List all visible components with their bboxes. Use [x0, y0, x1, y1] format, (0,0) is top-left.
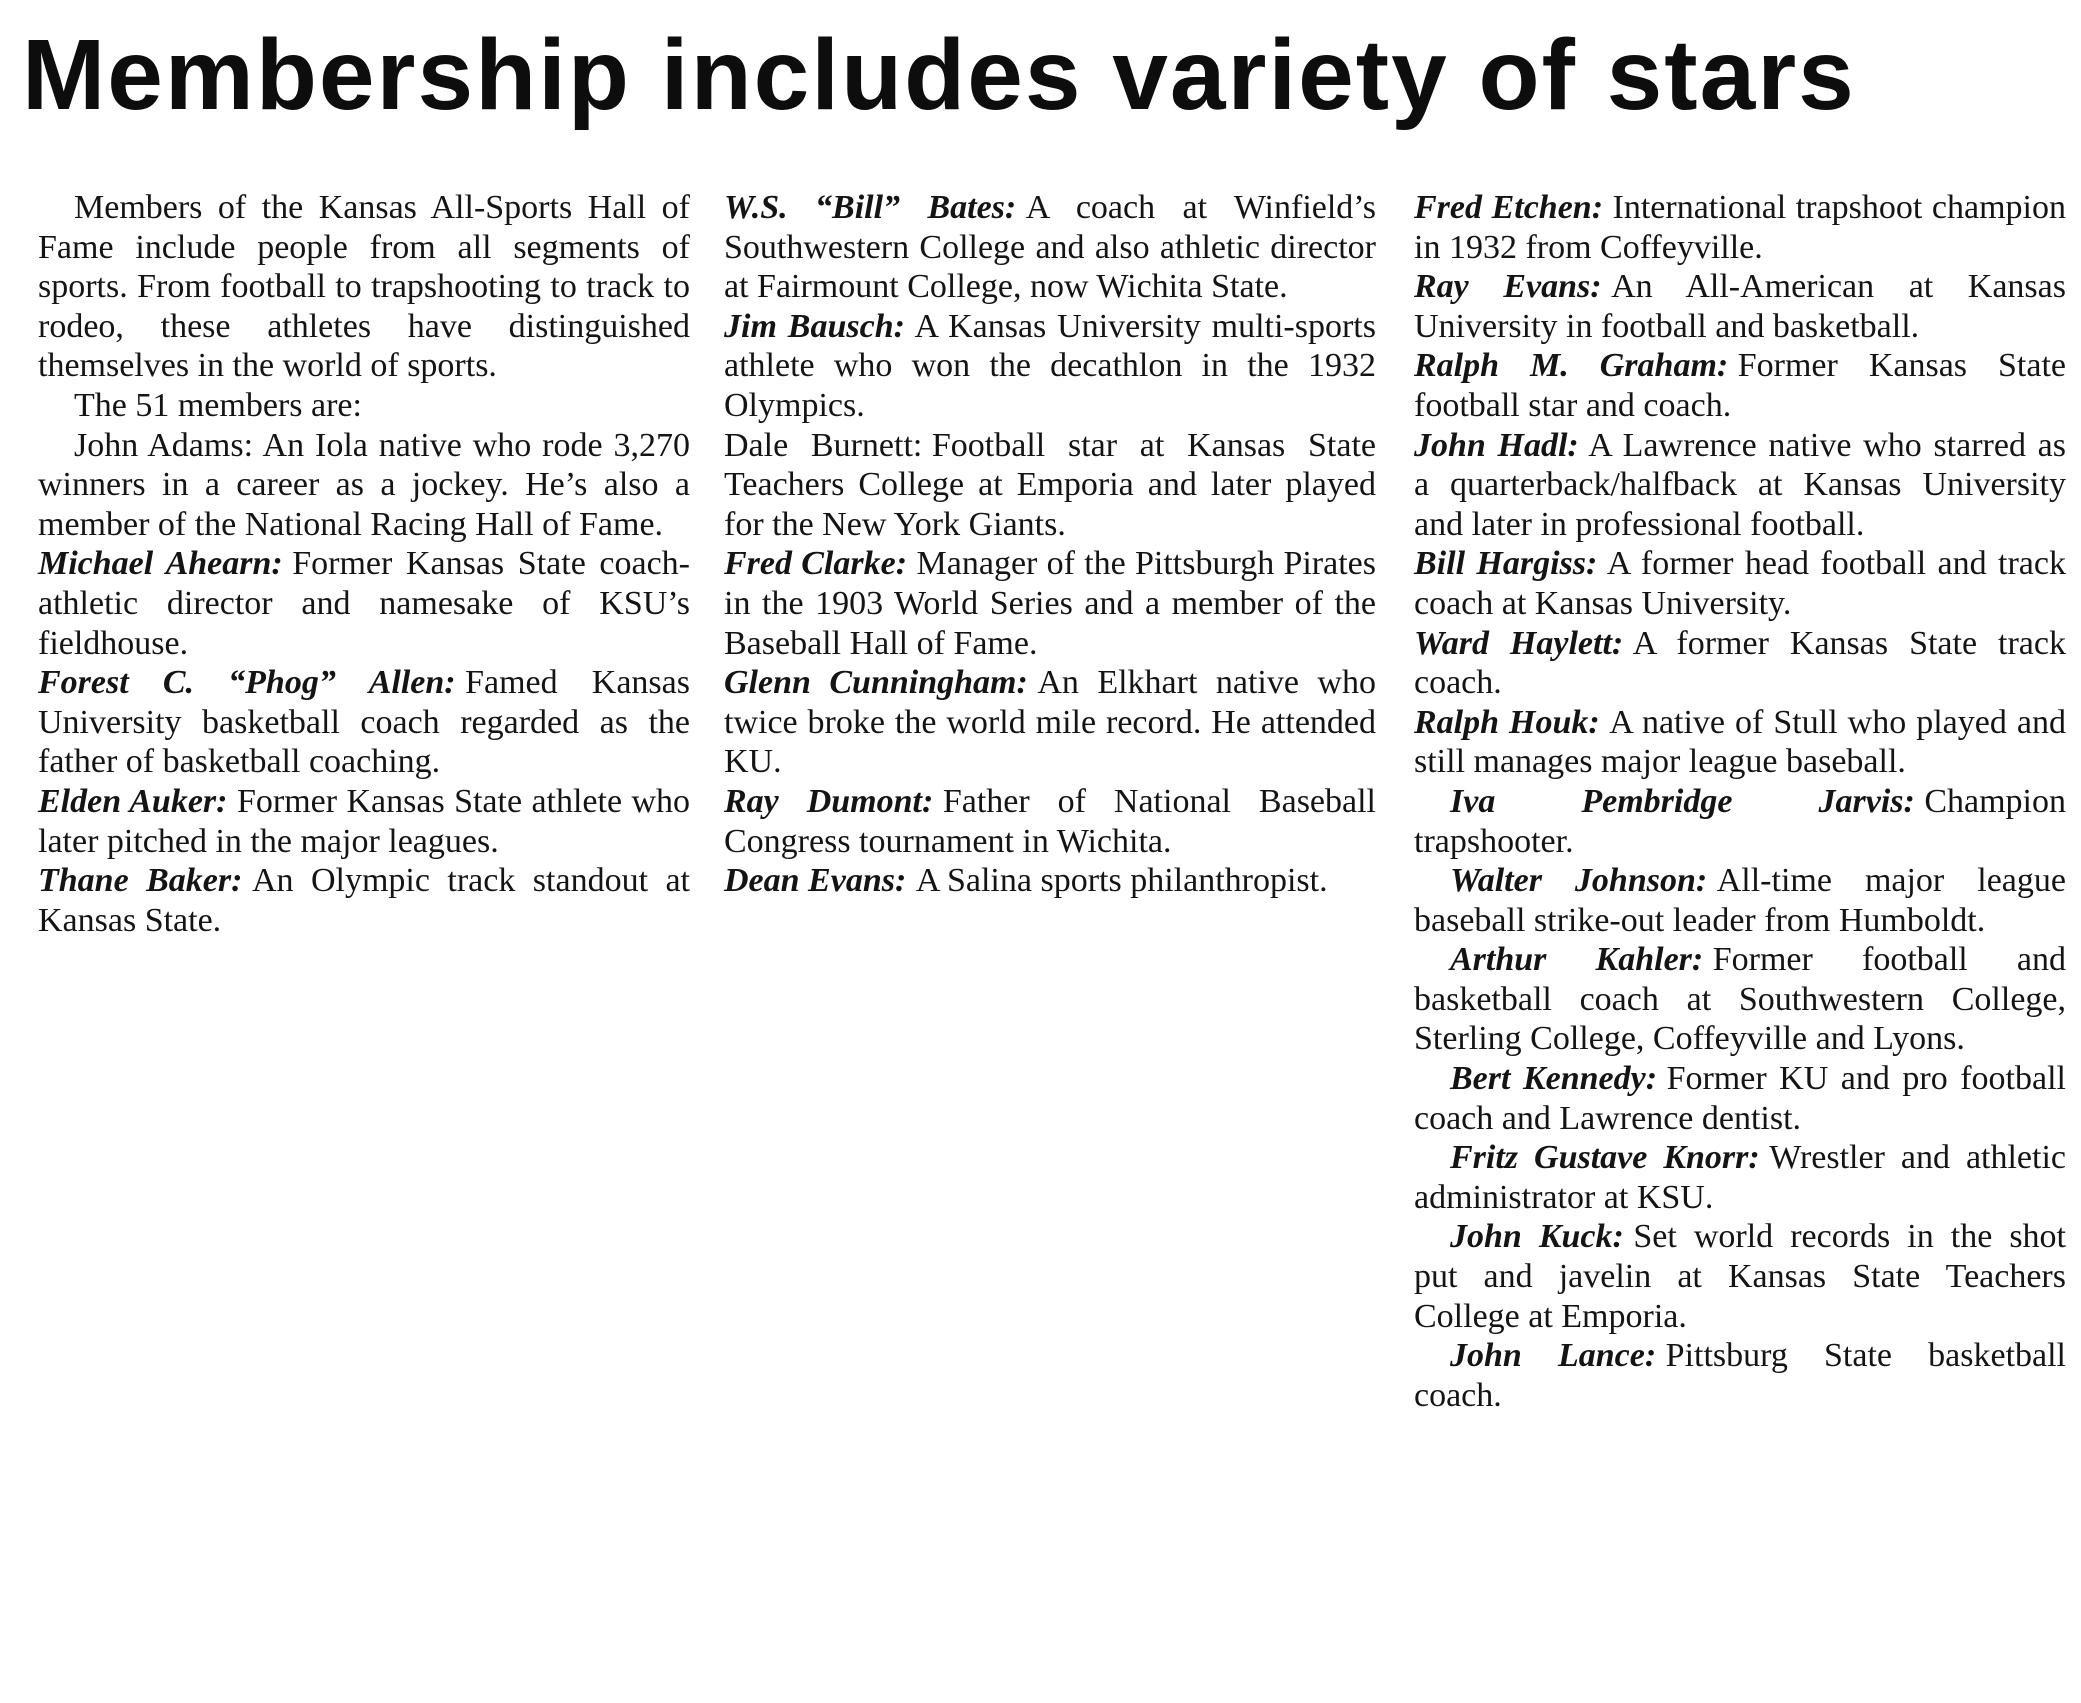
member-desc: Father of National Baseball Congress tournament in Wichita.	[724, 782, 1376, 860]
member-entry	[1414, 1059, 2066, 1138]
member-name: Ray Evans:	[1414, 268, 1602, 306]
member-entry	[1414, 703, 2066, 782]
member-name: Dale Burnett:	[724, 426, 923, 464]
member-name: Dean Evans:	[724, 862, 907, 900]
member-name: Fred Etchen:	[1414, 189, 1604, 226]
member-desc: An All-American at Kansas University in football and basketball.	[1414, 268, 2066, 345]
member-name: Jim Bausch:	[724, 307, 905, 345]
member-count-line: The 51 members are:	[74, 386, 362, 424]
member-desc: A Lawrence native who starred as a quarterback/halfback at Kansas University and later in professional football.	[1414, 426, 2066, 543]
member-entry	[38, 861, 690, 940]
member-entry	[1414, 940, 2066, 1059]
member-entry	[1414, 188, 2066, 267]
member-desc: A Kansas University multi-sports athlete who won the decathlon in the 1932 Olympics.	[724, 307, 1376, 424]
article-column-3	[1414, 188, 2066, 1415]
member-name: Forest C. “Phog” Allen:	[38, 664, 456, 702]
member-desc: Manager of the Pittsburgh Pirates in the 1903 World Series and a member of the Baseball Hall of Fame.	[724, 545, 1376, 662]
member-desc: Set world records in the shot put and javelin at Kansas State Teachers College at Emporia.	[1414, 1218, 2066, 1335]
member-entry	[1414, 861, 2066, 940]
member-desc: Famed Kansas University basketball coach regarded as the father of basketball coaching.	[38, 664, 690, 781]
member-entry	[724, 861, 1376, 901]
member-entry	[1414, 267, 2066, 346]
article-column-2	[724, 188, 1376, 901]
member-name: Iva Pembridge Jarvis:	[1450, 782, 1915, 820]
article-column-1	[38, 188, 690, 940]
member-name: Ward Haylett:	[1414, 624, 1624, 662]
member-desc: Champion trapshooter.	[1414, 782, 2066, 860]
member-desc: An Iola native who rode 3,270 winners in a career as a jockey. He’s also a member of the National Racing Hall of Fame.	[38, 426, 690, 543]
member-name: Thane Baker:	[38, 862, 243, 900]
member-name: Michael Ahearn:	[38, 545, 283, 583]
member-entry	[1414, 624, 2066, 703]
member-desc: All-time major league baseball strike-out leader from Humboldt.	[1414, 862, 2066, 939]
member-entry	[1414, 346, 2066, 425]
member-entry	[1414, 1138, 2066, 1217]
member-desc: A coach at Winfield’s Southwestern College and also athletic director at Fairmount College, now Wichita State.	[724, 189, 1376, 306]
member-name: Arthur Kahler:	[1450, 941, 1704, 979]
member-desc: Pittsburg State basketball coach.	[1414, 1337, 2066, 1414]
member-entry	[724, 307, 1376, 426]
member-entry	[1414, 1336, 2066, 1415]
member-entry	[38, 544, 690, 663]
member-desc: A former head football and track coach at Kansas University.	[1414, 545, 2066, 622]
member-name: Ray Dumont:	[724, 782, 934, 820]
member-name: John Kuck:	[1450, 1218, 1624, 1256]
intro-paragraph: Members of the Kansas All-Sports Hall of Fame include people from all segments of sports. From football to trapshooting to track to rodeo, these athletes have distinguished themselves in the world of sports.	[38, 189, 690, 385]
member-desc: Football star at Kansas State Teachers College at Emporia and later played for the New York Giants.	[724, 426, 1376, 543]
member-desc: A Salina sports philanthropist.	[915, 862, 1328, 900]
member-name: Elden Auker:	[38, 782, 228, 820]
member-entry	[724, 782, 1376, 861]
member-entry	[724, 544, 1376, 663]
member-entry	[1414, 426, 2066, 545]
member-name: W.S. “Bill” Bates:	[724, 189, 1017, 226]
member-desc: An Olympic track standout at Kansas State.	[38, 862, 690, 939]
member-name: Fred Clarke:	[724, 545, 908, 583]
member-desc: Former Kansas State football star and coach.	[1414, 347, 2066, 424]
member-desc: Former Kansas State coach-athletic director and namesake of KSU’s fieldhouse.	[38, 545, 691, 662]
member-desc: International trapshoot champion in 1932 from Coffeyville.	[1414, 189, 2066, 266]
member-entry	[38, 426, 690, 545]
member-name: Ralph Houk:	[1414, 703, 1600, 741]
member-name: John Hadl:	[1414, 426, 1579, 464]
member-name: Bert Kennedy:	[1450, 1060, 1658, 1098]
member-name: John Adams:	[74, 426, 254, 464]
member-entry	[1414, 1217, 2066, 1336]
member-entry	[38, 782, 690, 861]
member-desc: Former football and basketball coach at Southwestern College, Sterling College, Coffeyville and Lyons.	[1414, 941, 2066, 1058]
member-entry	[724, 663, 1376, 782]
member-desc: A native of Stull who played and still manages major league baseball.	[1414, 703, 2066, 781]
member-name: Walter Johnson:	[1450, 862, 1708, 900]
member-entry	[1414, 782, 2066, 861]
member-desc: A former Kansas State track coach.	[1414, 624, 2066, 702]
member-entry	[38, 663, 690, 782]
member-entry	[724, 188, 1376, 307]
member-entry	[1414, 544, 2066, 623]
member-name: Ralph M. Graham:	[1414, 347, 1729, 385]
member-desc: Wrestler and athletic administrator at KSU.	[1414, 1139, 2067, 1216]
headline: Membership includes variety of stars	[22, 19, 1856, 131]
member-desc: Former KU and pro football coach and Lawrence dentist.	[1414, 1060, 2066, 1137]
member-desc: An Elkhart native who twice broke the world mile record. He attended KU.	[724, 664, 1376, 781]
member-name: Fritz Gustave Knorr:	[1450, 1139, 1760, 1177]
member-entry	[724, 426, 1376, 545]
member-name: John Lance:	[1450, 1337, 1657, 1375]
member-name: Glenn Cunningham:	[724, 664, 1028, 702]
member-name: Bill Hargiss:	[1414, 545, 1598, 583]
member-desc: Former Kansas State athlete who later pitched in the major leagues.	[38, 782, 690, 860]
